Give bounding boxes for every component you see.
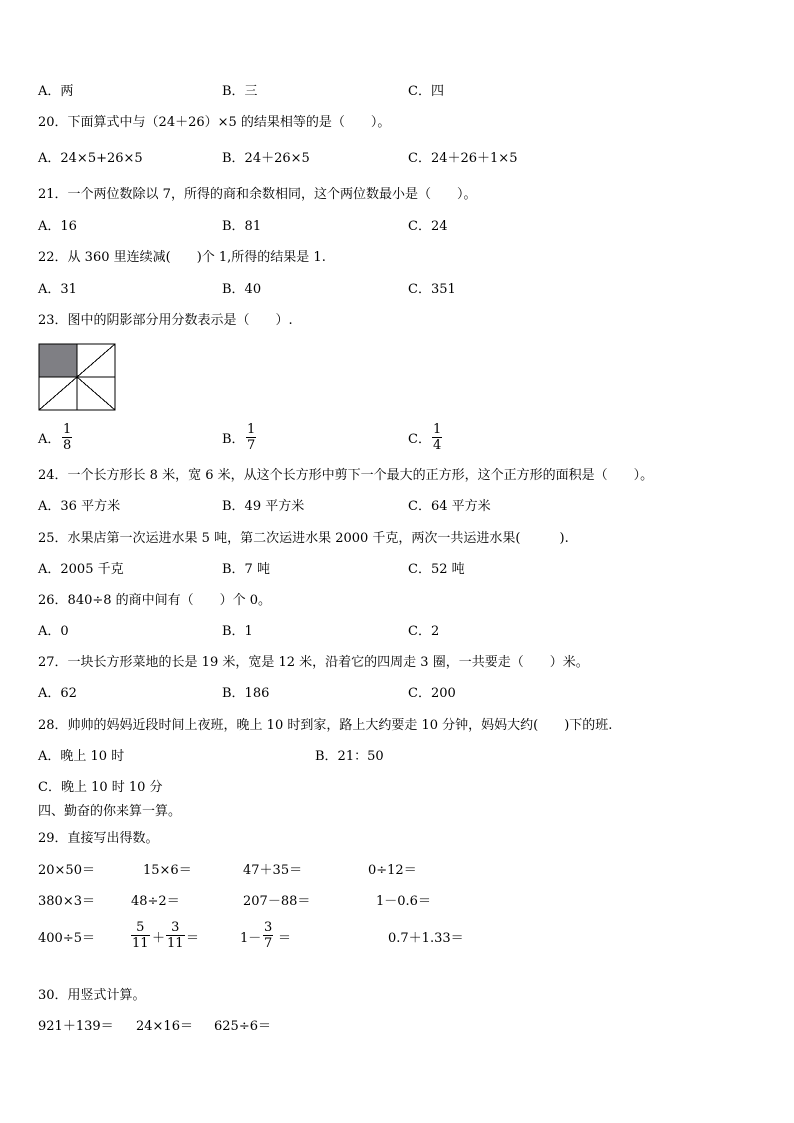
q19-option-c: C．四 bbox=[408, 84, 444, 99]
q24-option-a: A．36 平方米 bbox=[38, 499, 121, 514]
q29-stem: 29．直接写出得数。 bbox=[38, 831, 159, 846]
q29-r2-item-2: 48÷2＝ bbox=[131, 894, 180, 909]
q26-option-b: B．1 bbox=[222, 624, 253, 639]
q29-r1-item-3: 47＋35＝ bbox=[243, 863, 303, 878]
q28-option-a: A．晚上 10 时 bbox=[38, 749, 125, 764]
q27-option-c: C．200 bbox=[408, 686, 456, 701]
q21-option-a: A．16 bbox=[38, 219, 77, 234]
q22-option-a: A．31 bbox=[38, 282, 77, 297]
numerator: 1 bbox=[433, 422, 442, 437]
q30-stem: 30．用竖式计算。 bbox=[38, 988, 146, 1003]
q22-option-b: B．40 bbox=[222, 282, 262, 297]
q27-stem: 27．一块长方形菜地的长是 19 米，宽是 12 米，沿着它的四周走 3 圈，一共要走（ ）米。 bbox=[38, 655, 589, 670]
q24-option-b: B．49 平方米 bbox=[222, 499, 305, 514]
q29-r3-item-4: 0.7＋1.33＝ bbox=[388, 931, 464, 946]
numerator: 1 bbox=[63, 422, 72, 437]
denominator: 11 bbox=[132, 936, 149, 951]
q20-option-a: A．24×5+26×5 bbox=[38, 151, 143, 166]
q29-r1-item-4: 0÷12＝ bbox=[368, 863, 417, 878]
q24-stem: 24．一个长方形长 8 米，宽 6 米，从这个长方形中剪下一个最大的正方形，这个正方形的面积是（ ）。 bbox=[38, 468, 654, 483]
q23-option-c-label: C． bbox=[408, 432, 431, 447]
q28-stem: 28．帅帅的妈妈近段时间上夜班，晚上 10 时到家，路上大约要走 10 分钟，妈妈大约( )下的班. bbox=[38, 718, 613, 733]
denominator: 8 bbox=[63, 438, 72, 453]
fraction-3-11 bbox=[166, 920, 185, 951]
q26-stem: 26．840÷8 的商中间有（ ）个 0。 bbox=[38, 593, 272, 608]
numerator: 3 bbox=[171, 920, 180, 935]
q30-item-1: 921＋139＝ bbox=[38, 1019, 114, 1034]
q19-option-b: B．三 bbox=[222, 84, 258, 99]
shaded-square-figure bbox=[38, 343, 116, 411]
q26-option-a: A．0 bbox=[38, 624, 69, 639]
q29-r3-item-1: 400÷5＝ bbox=[38, 931, 95, 946]
q23-option-b-label: B． bbox=[222, 432, 245, 447]
q30-item-2: 24×16＝ bbox=[136, 1019, 193, 1034]
q29-r1-item-1: 20×50＝ bbox=[38, 863, 95, 878]
q23-option-b-fraction bbox=[246, 422, 256, 453]
q23-stem: 23．图中的阴影部分用分数表示是（ ）. bbox=[38, 313, 293, 328]
equals-sign: ＝ bbox=[278, 931, 292, 946]
denominator: 4 bbox=[433, 438, 442, 453]
denominator: 7 bbox=[247, 438, 256, 453]
q19-option-a: A．两 bbox=[38, 84, 74, 99]
q26-option-c: C．2 bbox=[408, 624, 440, 639]
q22-option-c: C．351 bbox=[408, 282, 456, 297]
q21-stem: 21．一个两位数除以 7，所得的商和余数相同，这个两位数最小是（ ）。 bbox=[38, 187, 477, 202]
equals-sign: ＝ bbox=[186, 931, 200, 946]
q25-option-a: A．2005 千克 bbox=[38, 562, 124, 577]
q20-option-c: C．24＋26＋1×5 bbox=[408, 151, 518, 166]
fraction-3-7 bbox=[263, 920, 273, 951]
q24-option-c: C．64 平方米 bbox=[408, 499, 491, 514]
q30-item-3: 625÷6＝ bbox=[214, 1019, 271, 1034]
q29-r2-item-4: 1－0.6＝ bbox=[376, 894, 431, 909]
q20-option-b: B．24＋26×5 bbox=[222, 151, 310, 166]
q25-option-b: B．7 吨 bbox=[222, 562, 270, 577]
plus-sign: ＋ bbox=[152, 931, 166, 946]
q29-r2-item-3: 207－88＝ bbox=[243, 894, 311, 909]
q28-option-c: C．晚上 10 时 10 分 bbox=[38, 780, 163, 795]
numerator: 3 bbox=[264, 920, 273, 935]
fraction-5-11 bbox=[131, 920, 150, 951]
numerator: 1 bbox=[247, 422, 256, 437]
q20-stem: 20．下面算式中与（24＋26）×5 的结果相等的是（ ）。 bbox=[38, 115, 391, 130]
q29-r2-item-1: 380×3＝ bbox=[38, 894, 95, 909]
q22-stem: 22．从 360 里连续减( )个 1,所得的结果是 1. bbox=[38, 250, 326, 265]
q21-option-c: C．24 bbox=[408, 219, 448, 234]
q28-option-b: B．21：50 bbox=[315, 749, 384, 764]
numerator: 5 bbox=[136, 920, 145, 935]
q23-option-c-fraction bbox=[432, 422, 442, 453]
denominator: 11 bbox=[167, 936, 184, 951]
section-4-title: 四、勤奋的你来算一算。 bbox=[38, 804, 182, 819]
q25-stem: 25．水果店第一次运进水果 5 吨，第二次运进水果 2000 千克，两次一共运进水果( ). bbox=[38, 531, 569, 546]
q23-option-a-fraction bbox=[62, 422, 72, 453]
q27-option-b: B．186 bbox=[222, 686, 270, 701]
q29-r1-item-2: 15×6＝ bbox=[143, 863, 192, 878]
denominator: 7 bbox=[264, 936, 273, 951]
q23-option-a-label: A． bbox=[38, 432, 61, 447]
q27-option-a: A．62 bbox=[38, 686, 77, 701]
q21-option-b: B．81 bbox=[222, 219, 262, 234]
one-minus: 1－ bbox=[240, 931, 262, 946]
q25-option-c: C．52 吨 bbox=[408, 562, 465, 577]
